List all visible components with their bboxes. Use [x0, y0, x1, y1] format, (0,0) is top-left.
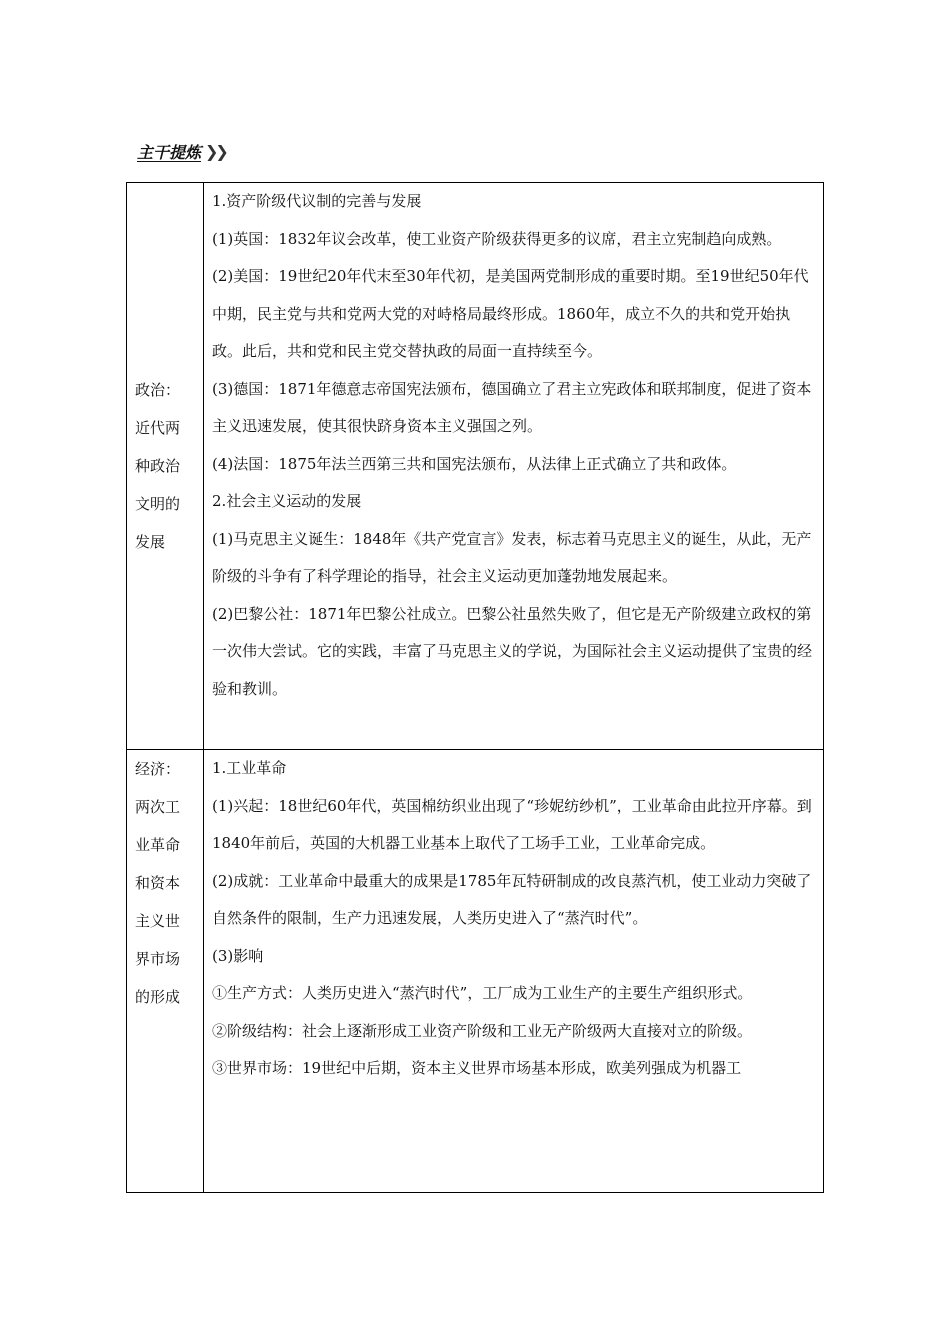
summary-table	[126, 182, 824, 1193]
category-line: 界市场	[135, 950, 181, 968]
paragraph: ②阶级结构：社会上逐渐形成工业资产阶级和工业无产阶级两大直接对立的阶级。	[212, 1021, 753, 1040]
category-line: 的形成	[135, 988, 181, 1006]
paragraph: (4)法国：1875年法兰西第三共和国宪法颁布，从法律上正式确立了共和政体。	[212, 454, 737, 473]
category-line: 发展	[135, 533, 166, 551]
paragraph: 1.资产阶级代议制的完善与发展	[212, 192, 422, 210]
category-line: 经济：	[135, 760, 181, 778]
paragraph: (3)影响	[212, 946, 264, 965]
category-line: 和资本	[135, 874, 181, 892]
category-line: 业革命	[135, 836, 181, 854]
paragraph: ③世界市场：19世纪中后期，资本主义世界市场基本形成，欧美列强成为机器工	[212, 1059, 742, 1077]
paragraph: (3)德国：1871年德意志帝国宪法颁布，德国确立了君主立宪政体和联邦制度，促进了资本主义迅速发展，使其很快跻身资本主义强国之列。	[212, 379, 812, 435]
paragraph: ①生产方式：人类历史进入“蒸汽时代”，工厂成为工业生产的主要生产组织形式。	[212, 984, 753, 1002]
section-heading	[137, 140, 226, 163]
category-line: 两次工	[135, 798, 181, 816]
category-cell-politics	[127, 183, 204, 750]
paragraph: (1)兴起：18世纪60年代，英国棉纺织业出现了“珍妮纺纱机”，工业革命由此拉开序幕。到1840年前后，英国的大机器工业基本上取代了工场手工业，工业革命完成。	[212, 796, 812, 852]
table-row-politics	[127, 183, 824, 750]
category-cell-economy	[127, 750, 204, 1193]
category-line: 主义世	[135, 912, 181, 930]
paragraph: (1)马克思主义诞生：1848年《共产党宣言》发表，标志着马克思主义的诞生，从此，无产阶级的斗争有了科学理论的指导，社会主义运动更加蓬勃地发展起来。	[212, 529, 812, 585]
category-line: 政治：	[135, 381, 181, 399]
paragraph: (2)成就：工业革命中最重大的成果是1785年瓦特研制成的改良蒸汽机，使工业动力突破了自然条件的限制，生产力迅速发展，人类历史进入了“蒸汽时代”。	[212, 871, 812, 927]
category-line: 文明的	[135, 495, 181, 513]
content-cell-politics	[204, 183, 824, 750]
section-heading-title: 主干提炼	[137, 143, 202, 162]
paragraph: (2)巴黎公社：1871年巴黎公社成立。巴黎公社虽然失败了，但它是无产阶级建立政权的第一次伟大尝试。它的实践，丰富了马克思主义的学说，为国际社会主义运动提供了宝贵的经验和教训。	[212, 604, 813, 698]
paragraph: 2.社会主义运动的发展	[212, 492, 362, 510]
paragraph: (2)美国：19世纪20年代末至30年代初，是美国两党制形成的重要时期。至19世纪50年代中期，民主党与共和党两大党的对峙格局最终形成。1860年，成立不久的共和党开始执政。此后，共和党和民主党交替执政的局面一直持续至今。	[212, 267, 809, 360]
double-chevron-right-icon: ❯❯	[205, 142, 226, 161]
content-cell-economy	[204, 750, 824, 1193]
category-line: 近代两	[135, 419, 181, 437]
table-row-economy	[127, 750, 824, 1193]
paragraph: 1.工业革命	[212, 759, 287, 777]
paragraph: (1)英国：1832年议会改革，使工业资产阶级获得更多的议席，君主立宪制趋向成熟。	[212, 229, 782, 248]
category-line: 种政治	[135, 457, 181, 475]
